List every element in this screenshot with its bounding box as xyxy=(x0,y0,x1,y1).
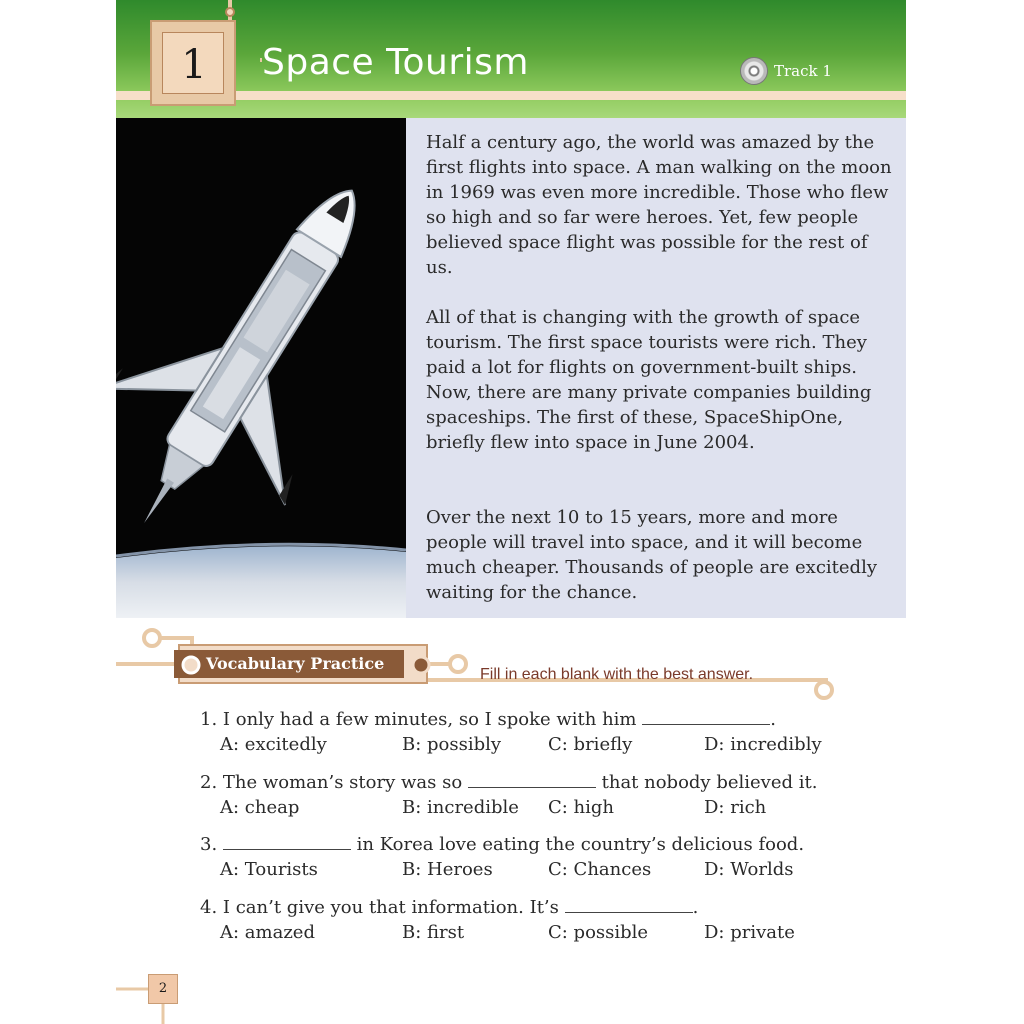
lesson-header xyxy=(116,0,906,118)
option-d[interactable]: D: private xyxy=(704,922,795,943)
vocab-bullet-icon xyxy=(178,652,204,678)
option-d[interactable]: D: Worlds xyxy=(704,859,794,880)
page-number-box xyxy=(148,974,178,1004)
reading-paragraph: Over the next 10 to 15 years, more and more people will travel into space, and it will become much cheaper. Thousands of people are excitedly waiting for the chance. xyxy=(426,507,878,603)
option-a[interactable]: A: Tourists xyxy=(220,859,318,880)
option-c[interactable]: C: briefly xyxy=(548,734,633,755)
question-text: 4. I can’t give you that information. It’s xyxy=(200,897,565,918)
option-a[interactable]: A: excitedly xyxy=(220,734,327,755)
option-d[interactable]: D: incredibly xyxy=(704,734,822,755)
cd-icon xyxy=(740,57,768,85)
option-d[interactable]: D: rich xyxy=(704,797,767,818)
reading-paragraph: All of that is changing with the growth of space tourism. The first space tourists were rich. They paid a lot for flights on government-built ships. Now, there are many private companies building spaceships. The first of these, SpaceShipOne, briefly flew into space in June 2004. xyxy=(426,307,872,453)
audio-track[interactable] xyxy=(740,58,832,84)
vocab-heading xyxy=(174,650,404,678)
vocab-end-icon xyxy=(408,652,434,678)
question-text-after: that nobody believed it. xyxy=(595,772,818,793)
lesson-number: 1 xyxy=(181,42,207,88)
option-b[interactable]: B: incredible xyxy=(402,797,519,818)
answer-blank[interactable] xyxy=(642,708,770,725)
question-text: 2. The woman’s story was so xyxy=(200,772,468,793)
option-b[interactable]: B: possibly xyxy=(402,734,502,755)
reading-passage xyxy=(406,118,906,618)
option-a[interactable]: A: amazed xyxy=(220,922,315,943)
option-b[interactable]: B: first xyxy=(402,922,465,943)
answer-blank[interactable] xyxy=(565,896,693,913)
question-text: 1. I only had a few minutes, so I spoke with him xyxy=(200,709,643,730)
option-c[interactable]: C: high xyxy=(548,797,615,818)
lesson-title: Space Tourism xyxy=(262,42,529,83)
question-text-after: in Korea love eating the country’s delicious food. xyxy=(350,834,805,855)
reading-paragraph: Half a century ago, the world was amazed by the first flights into space. A man walking on the moon in 1969 was even more incredible. Those who flew so high and so far were heroes. Yet, few people believed space flight was possible for the rest of us. xyxy=(426,132,892,278)
question-text-after: . xyxy=(770,709,776,730)
question-text: 3. xyxy=(200,834,223,855)
option-b[interactable]: B: Heroes xyxy=(402,859,493,880)
option-a[interactable]: A: cheap xyxy=(220,797,300,818)
option-c[interactable]: C: possible xyxy=(548,922,649,943)
textbook-page xyxy=(116,0,906,1024)
track-label: Track 1 xyxy=(774,62,832,80)
lesson-number-inner xyxy=(162,32,224,94)
shuttle-illustration xyxy=(116,118,406,618)
question-text-after: . xyxy=(692,897,699,918)
page-number: 2 xyxy=(158,981,168,996)
answer-blank[interactable] xyxy=(468,771,596,788)
space-shuttle-photo xyxy=(116,118,406,618)
option-c[interactable]: C: Chances xyxy=(548,859,652,880)
lesson-number-box xyxy=(150,20,236,106)
answer-blank[interactable] xyxy=(223,833,351,850)
vocab-heading-text: Vocabulary Practice xyxy=(206,654,385,673)
vocab-instruction: Fill in each blank with the best answer. xyxy=(480,666,754,683)
